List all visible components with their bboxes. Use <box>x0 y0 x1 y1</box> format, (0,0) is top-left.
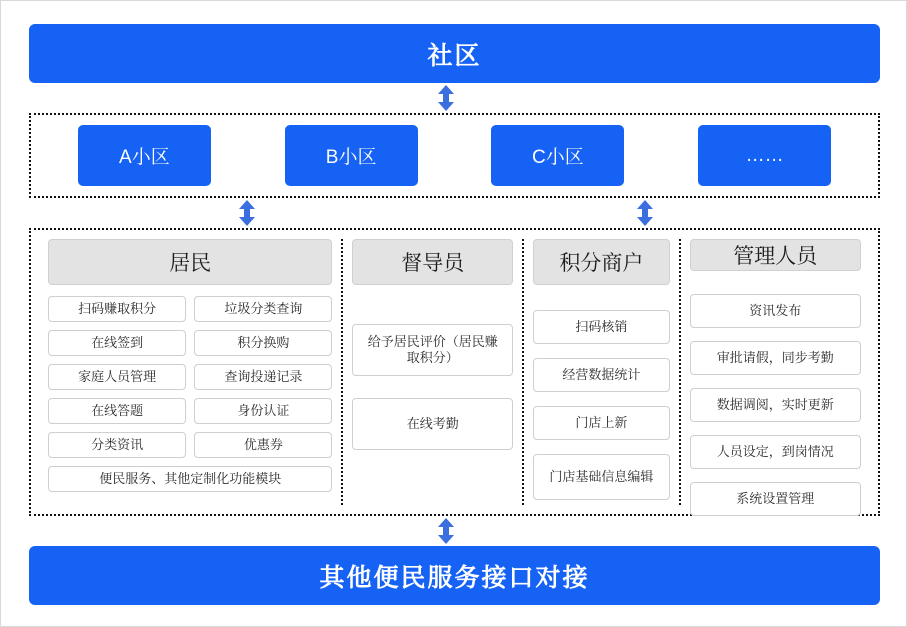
role-column-merchant <box>522 239 678 505</box>
role-item[interactable] <box>194 330 332 356</box>
role-item-label: 经营数据统计 <box>562 366 641 382</box>
role-item-label: 在线答题 <box>91 402 144 418</box>
role-item[interactable] <box>352 398 513 450</box>
role-title-label: 管理人员 <box>733 245 818 268</box>
service-interface-bar <box>29 546 880 605</box>
role-item-label: 分类资讯 <box>91 436 144 452</box>
community-title-bar <box>29 24 880 83</box>
role-column-admin <box>679 239 870 505</box>
role-title-label: 积分商户 <box>559 252 644 275</box>
role-item[interactable] <box>690 294 861 328</box>
role-item-label: 审批请假，同步考勤 <box>716 349 834 365</box>
role-item-label: 门店上新 <box>575 414 628 430</box>
community-item-a[interactable] <box>78 125 211 186</box>
role-title-merchant <box>533 239 669 285</box>
community-item-more[interactable] <box>698 125 831 186</box>
role-item-label: 系统设置管理 <box>736 490 815 506</box>
role-item-label: 积分换购 <box>237 334 290 350</box>
role-item-label: 便民服务、其他定制化功能模块 <box>99 470 282 486</box>
role-item[interactable] <box>533 358 669 392</box>
community-item-b[interactable] <box>285 125 418 186</box>
arrow-shaft <box>244 209 250 217</box>
arrow-shaft <box>642 209 648 217</box>
role-title-supervisor <box>352 239 513 285</box>
community-item-label: …… <box>745 144 784 166</box>
role-item[interactable] <box>690 388 861 422</box>
community-item-label: C小区 <box>532 147 584 168</box>
role-item-label: 门店基础信息编辑 <box>549 468 654 484</box>
role-item-label: 垃圾分类查询 <box>224 300 303 316</box>
role-item-label: 数据调阅，实时更新 <box>716 396 834 412</box>
role-item-label: 查询投递记录 <box>224 368 303 384</box>
role-item[interactable] <box>194 364 332 390</box>
role-item-label: 资讯发布 <box>749 302 802 318</box>
role-item[interactable] <box>533 454 669 500</box>
role-item[interactable] <box>48 296 186 322</box>
role-item[interactable] <box>194 398 332 424</box>
community-list <box>31 115 878 196</box>
role-item[interactable] <box>352 324 513 376</box>
role-item[interactable] <box>48 432 186 458</box>
arrow-community-to-top <box>438 85 454 111</box>
arrow-head-down <box>239 217 255 226</box>
role-item-label: 人员设定，到岗情况 <box>716 443 834 459</box>
arrow-head-down <box>438 102 454 111</box>
role-item[interactable] <box>533 406 669 440</box>
role-item[interactable] <box>690 435 861 469</box>
arrow-shaft <box>443 94 449 102</box>
arrow-roles-to-bottom <box>438 518 454 544</box>
role-item-label: 优惠券 <box>243 436 283 452</box>
role-title-admin <box>690 239 861 271</box>
arrow-head-up <box>637 200 653 209</box>
community-item-c[interactable] <box>491 125 624 186</box>
role-item-label: 在线考勤 <box>406 415 459 431</box>
role-item[interactable] <box>48 398 186 424</box>
role-items-residents <box>48 296 332 492</box>
role-item-label: 扫码核销 <box>575 318 628 334</box>
role-items-merchant <box>533 310 669 500</box>
role-title-label: 督导员 <box>401 252 465 275</box>
roles-container <box>29 228 880 516</box>
role-item-label: 给予居民评价（居民赚取积分） <box>367 333 498 365</box>
community-item-label: A小区 <box>119 147 170 168</box>
arrow-head-up <box>438 85 454 94</box>
role-title-residents <box>48 239 332 285</box>
role-item-label: 家庭人员管理 <box>78 368 157 384</box>
role-item[interactable] <box>48 364 186 390</box>
community-item-label: B小区 <box>325 147 377 168</box>
arrow-admin-to-community <box>637 200 653 226</box>
role-columns <box>31 230 878 514</box>
arrow-head-down <box>438 535 454 544</box>
role-item-label: 身份认证 <box>237 402 290 418</box>
community-title-label: 社区 <box>427 41 482 70</box>
role-item-label: 在线签到 <box>91 334 144 350</box>
role-item[interactable] <box>194 432 332 458</box>
arrow-head-down <box>637 217 653 226</box>
arrow-head-up <box>438 518 454 527</box>
role-column-residents <box>39 239 341 505</box>
arrow-residents-to-community <box>239 200 255 226</box>
role-title-label: 居民 <box>169 252 212 275</box>
role-column-supervisor <box>341 239 522 505</box>
arrow-head-up <box>239 200 255 209</box>
role-items-supervisor <box>352 324 513 450</box>
role-items-admin <box>690 294 861 516</box>
community-list-container <box>29 113 880 198</box>
role-item[interactable] <box>48 330 186 356</box>
arrow-shaft <box>443 527 449 535</box>
role-item[interactable] <box>194 296 332 322</box>
role-item[interactable] <box>690 482 861 516</box>
service-interface-label: 其他便民服务接口对接 <box>319 563 590 592</box>
role-item[interactable] <box>533 310 669 344</box>
role-item[interactable] <box>690 341 861 375</box>
role-item[interactable] <box>48 466 332 492</box>
role-item-label: 扫码赚取积分 <box>78 300 157 316</box>
